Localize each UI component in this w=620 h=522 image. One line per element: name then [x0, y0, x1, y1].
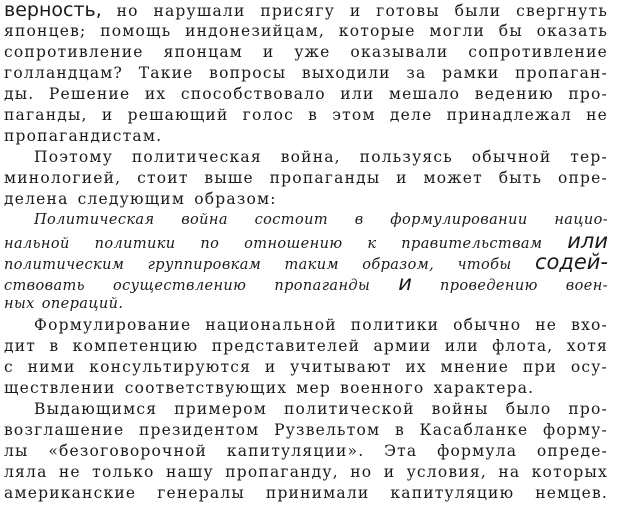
italic-definition-line	[4, 273, 608, 294]
text-line: возглашение президентом Рузвельтом в Касабланке форму-	[4, 421, 608, 439]
text-line: паганды, и решающий голос в этом деле принадлежал не	[4, 106, 608, 124]
text-line-rest: но нарушали присягу и готовы были свергнуть	[116, 2, 608, 20]
text-line: с ними консультируются и учитывают их мнение при осу-	[4, 358, 608, 376]
italic-definition-line	[4, 252, 608, 273]
text-line: Выдающимся примером политической войны было про-	[34, 400, 608, 418]
enlarged-word: содей-	[534, 252, 608, 273]
text-line: ды. Решение их способствовало или мешало ведению про-	[4, 85, 608, 103]
italic-definition-line	[4, 231, 608, 252]
italic-text: политическим группировкам таким образом, чтобы	[4, 257, 512, 273]
italic-text: нальной политики по отношению к правительствам	[4, 236, 543, 252]
italic-definition-line: ных операций.	[4, 296, 124, 312]
text-line: делена следующим образом:	[4, 190, 277, 208]
enlarged-word: или	[567, 231, 608, 252]
italic-text: проведению воен-	[439, 278, 608, 294]
text-line: голландцам? Такие вопросы выходили за рамки пропаган-	[4, 64, 608, 82]
text-line-first-word: верность,	[4, 0, 102, 21]
text-line: лы «безоговорочной капитуляции». Эта формула опреде-	[4, 442, 608, 460]
italic-definition-line: Политическая война состоит в формулировании нацио-	[34, 212, 608, 228]
text-line: японцев; помощь индонезийцам, которые могли бы оказать	[4, 22, 608, 40]
text-line	[4, 0, 608, 21]
text-line: ществлении соответствующих мер военного характера.	[4, 379, 535, 397]
italic-text: ствовать осуществлению пропаганды	[4, 278, 371, 294]
enlarged-word: и	[398, 273, 412, 294]
text-line: дит в компетенцию представителей армии или флота, хотя	[4, 337, 608, 355]
text-line: американские генералы принимали капитуляцию немцев.	[4, 484, 608, 502]
text-line: сопротивление японцам и уже оказывали сопротивление	[4, 43, 608, 61]
text-line: Формулирование национальной политики обычно не вхо-	[34, 316, 608, 334]
text-line: минологией, стоит выше пропаганды и может быть опре-	[4, 169, 608, 187]
text-line: ляла не только нашу пропаганду, но и условия, на которых	[4, 463, 608, 481]
text-line: Поэтому политическая война, пользуясь обычной тер-	[34, 148, 608, 166]
text-line: пропагандистам.	[4, 127, 163, 145]
